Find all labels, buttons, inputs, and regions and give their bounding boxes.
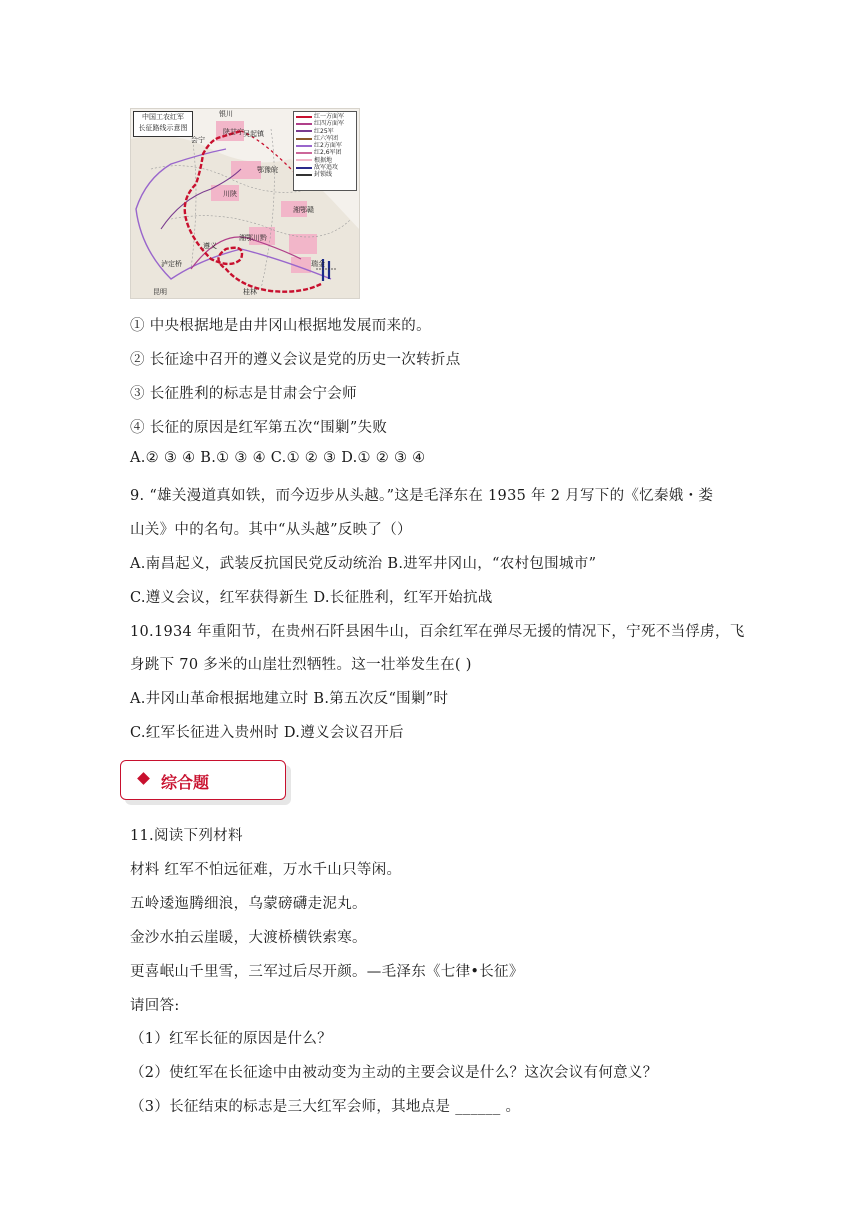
map-place-label: 银川 (219, 110, 233, 118)
legend-swatch (296, 138, 312, 140)
legend-item (296, 128, 354, 135)
legend-label: 红25军 (314, 127, 334, 135)
map-place-label: 泸定桥 (161, 260, 182, 268)
legend-swatch (296, 174, 312, 176)
section-header-comprehensive (120, 760, 286, 800)
legend-label: 红一方面军 (314, 113, 345, 120)
legend-swatch (296, 123, 312, 125)
q9-options-ab: A.南昌起义，武装反抗国民党反动统治 B.进军井冈山，“农村包围城市” (130, 556, 597, 572)
map-title-line1: 中国工农红军 (142, 113, 184, 121)
poem-line-2: 五岭逶迤腾细浪，乌蒙磅礴走泥丸。 (130, 896, 367, 912)
legend-label: 红六军团 (314, 134, 339, 142)
q11-prompt: 请回答: (130, 998, 180, 1014)
map-place-label: 湘鄂川黔 (239, 234, 267, 242)
q10-options-ab: A.井冈山革命根据地建立时 B.第五次反“围剿”时 (130, 691, 449, 707)
q11-sub-2: （2）使红军在长征途中由被动变为主动的主要会议是什么？这次会议有何意义？ (130, 1065, 658, 1081)
legend-item (296, 149, 354, 156)
q10-stem-line2: 身跳下 70 多米的山崖壮烈牺牲。这一壮举发生在( ) (130, 657, 472, 673)
map-legend (293, 111, 357, 191)
map-place-label: 陕甘宁 (223, 128, 244, 136)
q10-stem-line1: 10.1934 年重阳节，在贵州石阡县困牛山，百余红军在弹尽无援的情况下，宁死不当俘虏，飞 (130, 624, 745, 640)
poem-line-1: 材料 红军不怕远征难，万水千山只等闲。 (130, 862, 402, 878)
q9-stem-line2: 山关》中的名句。其中“从头越”反映了（） (130, 522, 412, 538)
long-march-map (130, 108, 360, 299)
legend-swatch (296, 159, 312, 161)
legend-label: 根据地 (314, 156, 333, 164)
q9-stem-line1: 9. “雄关漫道真如铁，而今迈步从头越。”这是毛泽东在 1935 年 2 月写下的《忆秦娥・娄 (130, 488, 714, 504)
map-place-label: 吴起镇 (243, 130, 264, 138)
legend-label: 红2方面军 (314, 142, 342, 150)
map-title-line2: 长征路线示意图 (138, 124, 188, 132)
map-place-label: 湘鄂赣 (293, 206, 314, 214)
statement-4: ④ 长征的原因是红军第五次“围剿”失败 (130, 420, 388, 436)
map-place-label: 川陕 (223, 190, 237, 198)
legend-swatch (296, 145, 312, 147)
q11-intro: 11.阅读下列材料 (130, 828, 243, 844)
legend-swatch (296, 167, 312, 169)
map-place-label: 会宁 (191, 136, 205, 144)
statement-1: ① 中央根据地是由井冈山根据地发展而来的。 (130, 318, 431, 334)
q9-options-cd: C.遵义会议，红军获得新生 D.长征胜利，红军开始抗战 (130, 590, 493, 606)
map-place-label: 瑞金 (311, 260, 325, 268)
map-place-label: 桂林 (243, 288, 257, 296)
legend-swatch (296, 116, 312, 118)
legend-label: 封锁线 (314, 171, 333, 179)
q10-options-cd: C.红军长征进入贵州时 D.遵义会议召开后 (130, 725, 404, 741)
legend-label: 敌军追攻 (314, 164, 339, 172)
q11-sub-1: （1）红军长征的原因是什么？ (130, 1031, 332, 1047)
map-title (133, 111, 193, 137)
legend-label: 红2,6军团 (314, 149, 342, 157)
map-place-label: 昆明 (153, 288, 167, 296)
diamond-icon (137, 772, 150, 785)
legend-swatch (296, 130, 312, 132)
legend-label: 红四方面军 (314, 120, 345, 128)
q11-sub-3: （3）长征结束的标志是三大红军会师，其地点是 ______ 。 (130, 1099, 521, 1115)
poem-line-4: 更喜岷山千里雪，三军过后尽开颜。—毛泽东《七律•长征》 (130, 964, 524, 980)
legend-item (296, 157, 354, 164)
poem-line-3: 金沙水拍云崖暖，大渡桥横铁索寒。 (130, 930, 367, 946)
legend-item (296, 171, 354, 178)
q8-options: A.② ③ ④ B.① ③ ④ C.① ② ③ D.① ② ③ ④ (130, 450, 426, 466)
section-title: 综合题 (161, 773, 210, 792)
legend-swatch (296, 152, 312, 154)
map-place-label: 鄂豫皖 (257, 166, 278, 174)
legend-item (296, 120, 354, 127)
map-place-label: 遵义 (203, 242, 217, 250)
statement-2: ② 长征途中召开的遵义会议是党的历史一次转折点 (130, 352, 461, 368)
statement-3: ③ 长征胜利的标志是甘肃会宁会师 (130, 386, 357, 402)
